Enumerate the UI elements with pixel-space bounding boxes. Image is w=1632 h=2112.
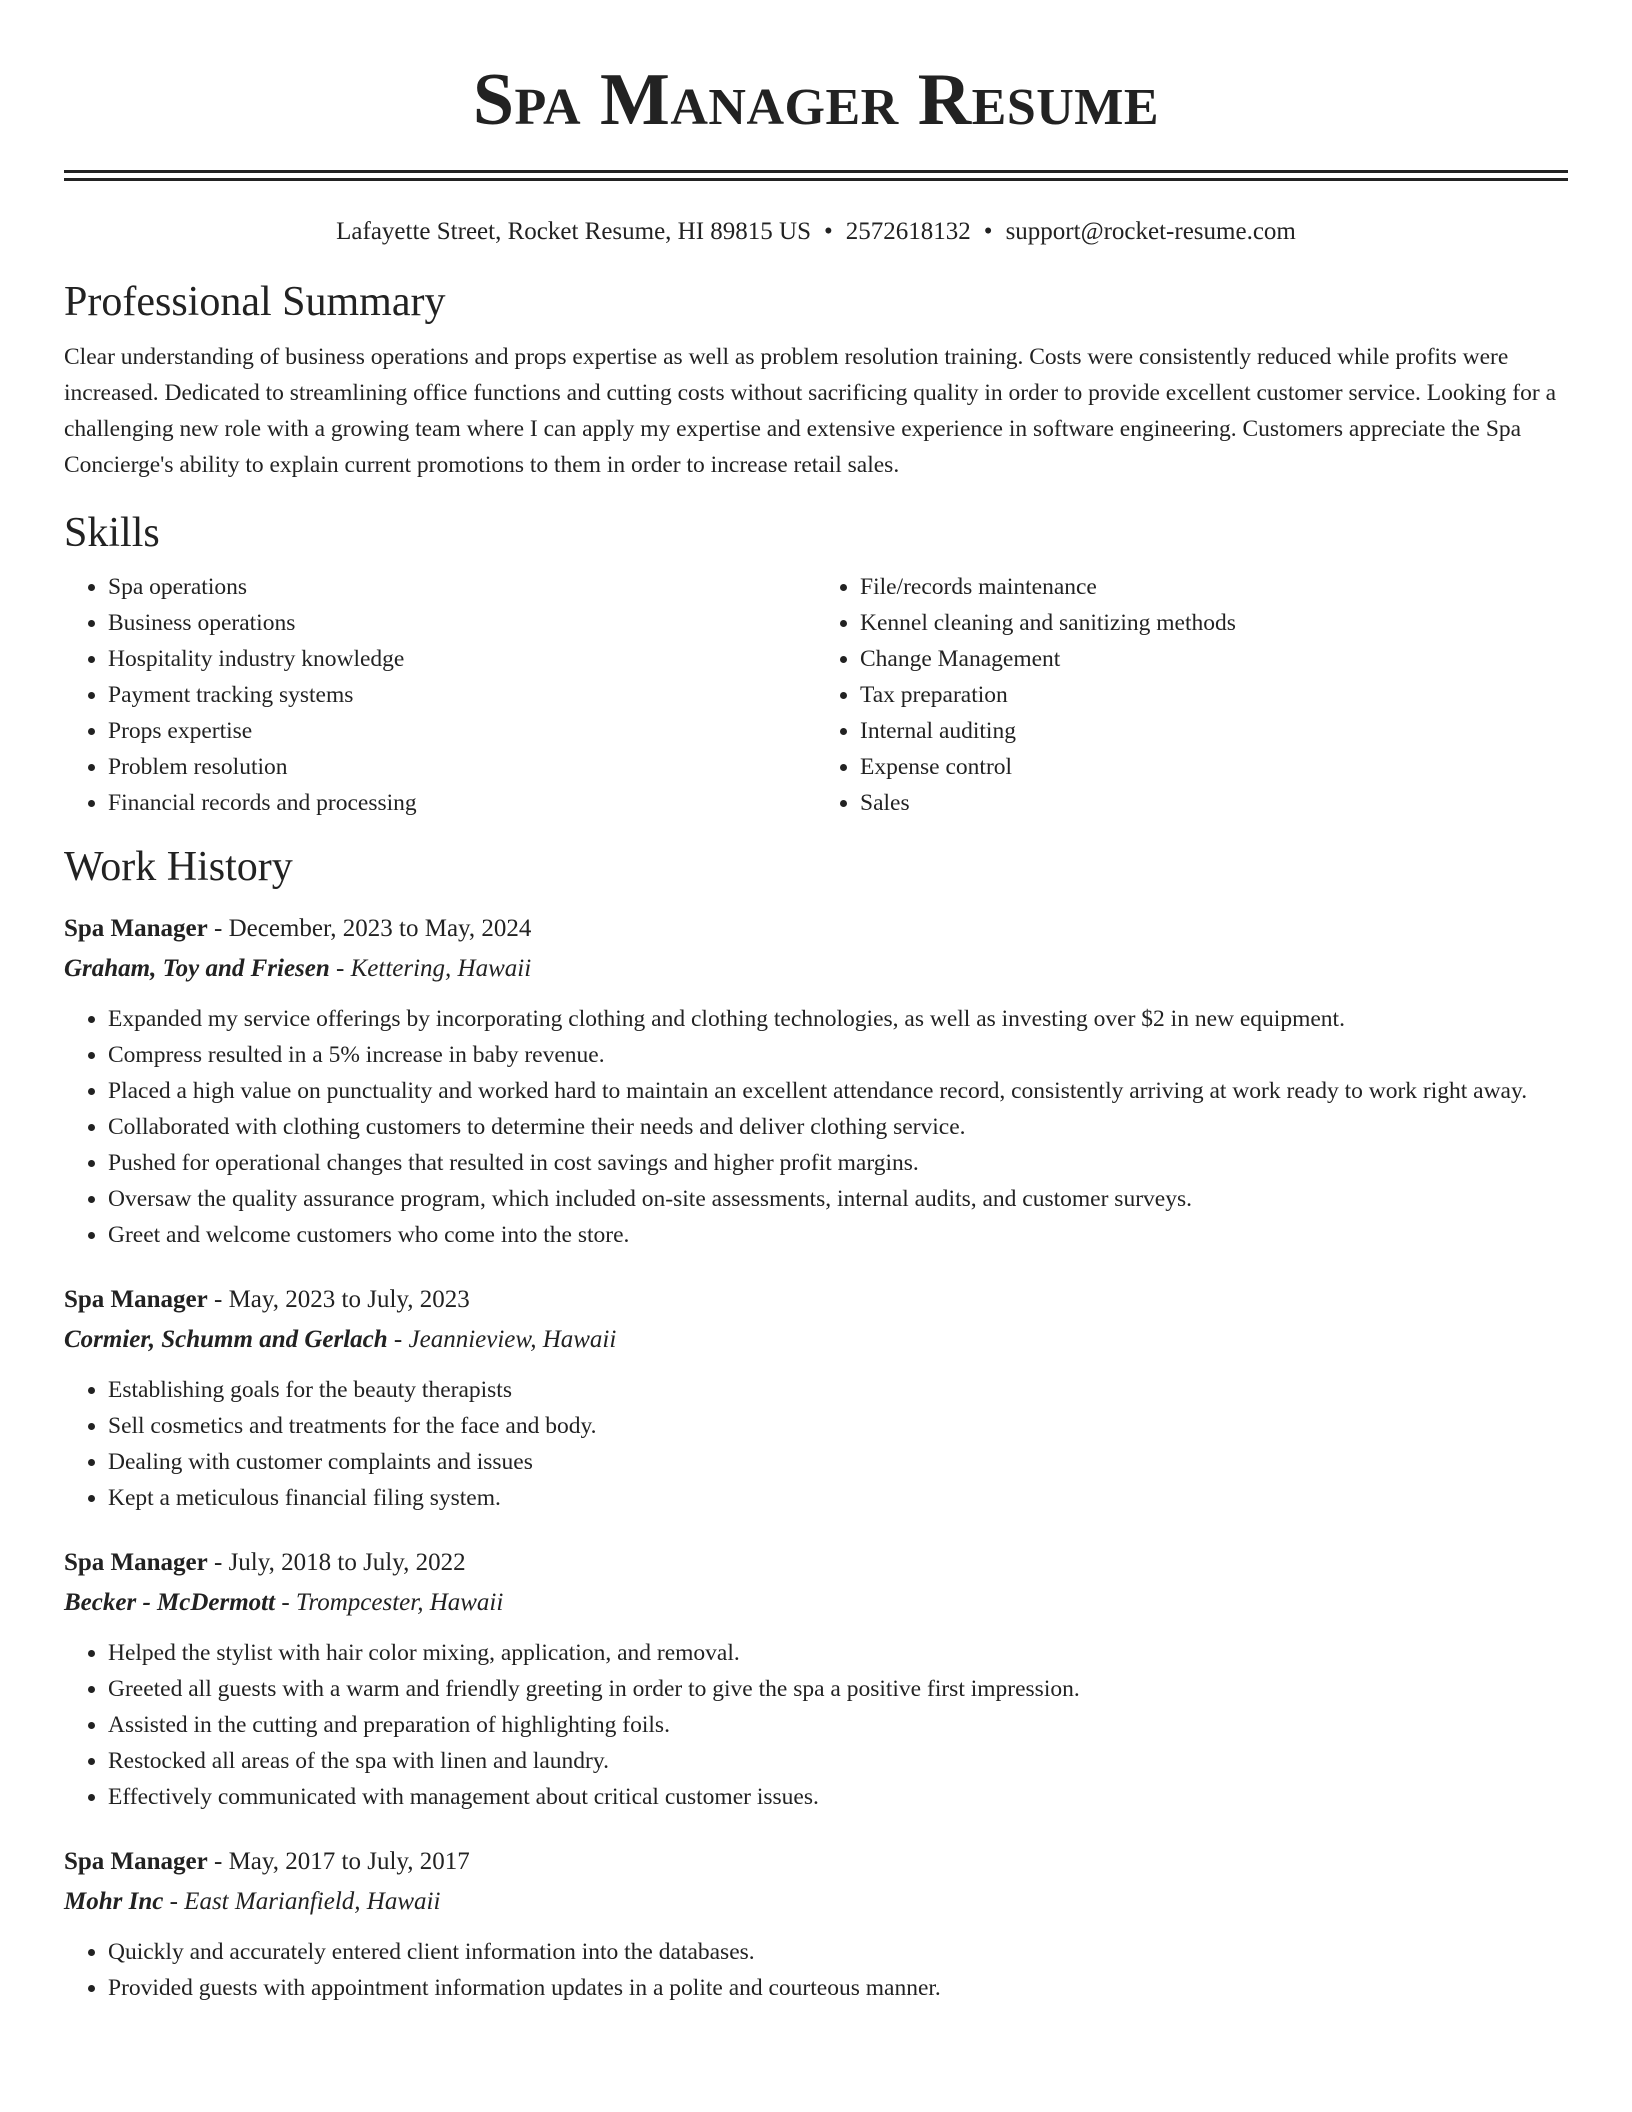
contact-separator: • (824, 218, 833, 245)
job-dates: - May, 2017 to July, 2017 (207, 1848, 470, 1875)
summary-text: Clear understanding of business operations and props expertise as well as problem resolution training. Costs were consistently reduced while profits were increased. Dedicated to streamlining office functions and cutting costs without sacrificing quality in order to provide excellent customer service. Looking for a challenging new role with a growing team where I can apply my expertise and extensive experience in software engineering. Customers appreciate the Spa Concierge's ability to explain current promotions to them in order to increase retail sales. (64, 344, 1557, 478)
contact-separator: • (983, 218, 993, 245)
company-name: Cormier, Schumm and Gerlach (64, 1326, 388, 1353)
job-bullet: • Kept a meticulous financial filing system. (108, 1480, 1568, 1516)
job-bullet: • Collaborated with clothing customers to determine their needs and deliver clothing service. (108, 1109, 1568, 1145)
job-bullet: • Restocked all areas of the spa with linen and laundry. (108, 1743, 1568, 1779)
job-bullet: • Quickly and accurately entered client information into the databases. (108, 1934, 1568, 1970)
job-title-line (64, 1842, 1568, 1882)
job-title-line (64, 909, 1568, 949)
job-bullet: • Oversaw the quality assurance program, which included on-site assessments, internal audits, and customer surveys. (108, 1181, 1568, 1217)
job-entry (64, 1280, 1568, 1516)
job-dates: - July, 2018 to July, 2022 (207, 1549, 466, 1576)
job-dates: - May, 2023 to July, 2023 (207, 1286, 470, 1313)
job-bullet: • Establishing goals for the beauty therapists (108, 1372, 1568, 1408)
job-bullet: • Pushed for operational changes that resulted in cost savings and higher profit margins. (108, 1145, 1568, 1181)
resume-title: Spa Manager Resume (472, 59, 1160, 141)
skill-item: • Problem resolution (108, 749, 816, 785)
job-title-line (64, 1280, 1568, 1320)
company-location: - East Marianfield, Hawaii (163, 1888, 441, 1915)
title-divider (64, 170, 1568, 181)
contact-phone: 2572618132 (845, 218, 971, 245)
job-bullet: • Helped the stylist with hair color mixing, application, and removal. (108, 1635, 1568, 1671)
skill-item: • Change Management (860, 641, 1568, 677)
job-bullet: • Dealing with customer complaints and issues (108, 1444, 1568, 1480)
skill-item: • File/records maintenance (860, 569, 1568, 605)
company-line (64, 949, 1568, 989)
skill-item: • Payment tracking systems (108, 677, 816, 713)
company-name: Mohr Inc (64, 1888, 164, 1915)
skill-item: • Financial records and processing (108, 785, 816, 821)
skill-item: • Tax preparation (860, 677, 1568, 713)
skills-heading: Skills (64, 510, 160, 556)
job-title: Spa Manager (64, 915, 208, 942)
job-entry (64, 909, 1568, 1253)
contact-line (64, 216, 1568, 248)
job-title: Spa Manager (64, 1848, 208, 1875)
skill-item: • Business operations (108, 605, 816, 641)
job-bullets (64, 1934, 1568, 2006)
skill-item: • Expense control (860, 749, 1568, 785)
job-dates: - December, 2023 to May, 2024 (207, 915, 532, 942)
company-line (64, 1320, 1568, 1360)
skill-item: • Hospitality industry knowledge (108, 641, 816, 677)
skill-item: • Internal auditing (860, 713, 1568, 749)
summary-heading: Professional Summary (64, 279, 446, 325)
company-location: - Kettering, Hawaii (329, 955, 532, 982)
skill-item: • Spa operations (108, 569, 816, 605)
company-name: Becker - McDermott (64, 1589, 276, 1616)
skill-item: • Props expertise (108, 713, 816, 749)
job-bullet: • Effectively communicated with management about critical customer issues. (108, 1779, 1568, 1815)
job-title: Spa Manager (64, 1549, 208, 1576)
job-bullet: • Expanded my service offerings by incorporating clothing and clothing technologies, as well as investing over $2 in new equipment. (108, 1001, 1568, 1037)
job-bullet: • Placed a high value on punctuality and worked hard to maintain an excellent attendance record, consistently arriving at work ready to work right away. (108, 1073, 1568, 1109)
contact-address: Lafayette Street, Rocket Resume, HI 89815 US (336, 218, 812, 245)
job-bullet: • Compress resulted in a 5% increase in baby revenue. (108, 1037, 1568, 1073)
job-title: Spa Manager (64, 1286, 208, 1313)
job-bullet: • Greeted all guests with a warm and friendly greeting in order to give the spa a positive first impression. (108, 1671, 1568, 1707)
skills-column-left (64, 569, 816, 821)
job-bullet: • Assisted in the cutting and preparation of highlighting foils. (108, 1707, 1568, 1743)
company-location: - Jeannieview, Hawaii (387, 1326, 617, 1353)
contact-email: support@rocket-resume.com (1005, 218, 1296, 245)
job-entry (64, 1543, 1568, 1815)
job-bullet: • Provided guests with appointment information updates in a polite and courteous manner. (108, 1970, 1568, 2006)
job-bullets (64, 1372, 1568, 1516)
skill-item: • Sales (860, 785, 1568, 821)
company-name: Graham, Toy and Friesen (64, 955, 330, 982)
skill-item: • Kennel cleaning and sanitizing methods (860, 605, 1568, 641)
work-history-heading: Work History (64, 844, 293, 890)
company-location: - Trompcester, Hawaii (275, 1589, 504, 1616)
skills-column-right (816, 569, 1568, 821)
job-title-line (64, 1543, 1568, 1583)
job-bullet: • Greet and welcome customers who come into the store. (108, 1217, 1568, 1253)
job-bullets (64, 1001, 1568, 1253)
job-entry (64, 1842, 1568, 2006)
job-bullets (64, 1635, 1568, 1815)
company-line (64, 1882, 1568, 1922)
company-line (64, 1583, 1568, 1623)
skills-list (64, 569, 1568, 821)
job-bullet: • Sell cosmetics and treatments for the face and body. (108, 1408, 1568, 1444)
